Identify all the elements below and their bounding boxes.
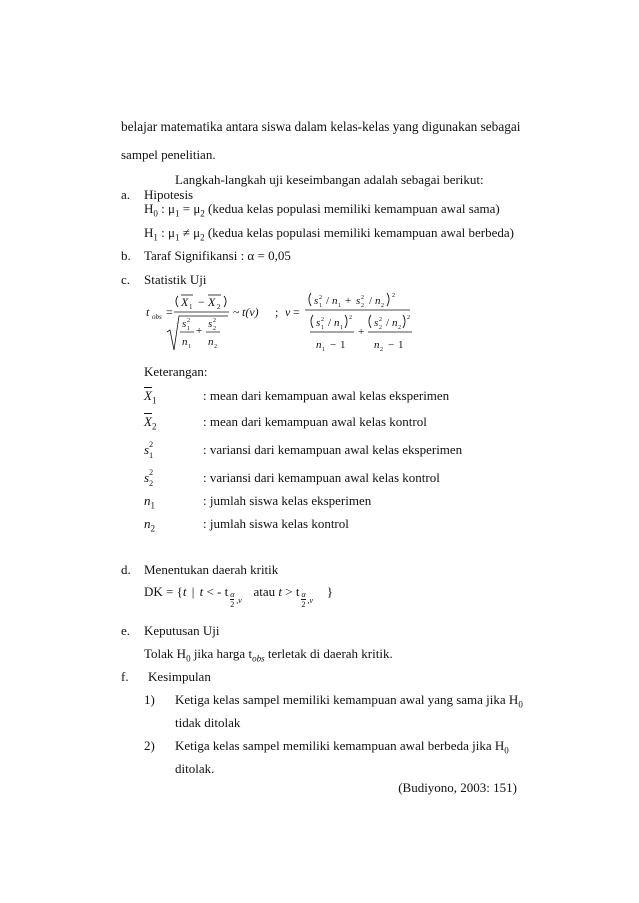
svg-text:+: + [345,295,352,307]
svg-text:2: 2 [187,318,190,324]
conclusion-item-1-num: 1) [144,692,155,707]
section-d-marker: d. [121,562,131,577]
svg-text:1: 1 [338,303,341,309]
conclusion-item-2-line2: ditolak. [175,761,215,776]
svg-text:+: + [358,326,365,338]
svg-text:1: 1 [321,325,324,331]
svg-text:n: n [334,317,340,329]
citation: (Budiyono, 2003: 151) [398,780,517,795]
svg-text:s: s [316,317,321,329]
svg-text:n: n [374,339,380,351]
decision-rule: Tolak $H_0$ jika harga $t_{obs}$ terletak di daerah kritik. [144,646,393,664]
section-c-title: Statistik Uji [144,272,207,287]
svg-text:2: 2 [392,293,395,299]
svg-text:2: 2 [381,303,384,309]
svg-text:2: 2 [349,315,352,321]
svg-text:1: 1 [189,303,193,311]
svg-text:=: = [293,305,300,319]
svg-text:n: n [316,339,322,351]
section-e-title: Keputusan Uji [144,623,220,638]
svg-text:/: / [326,295,330,307]
svg-text:/: / [386,317,390,329]
svg-text:2: 2 [319,295,322,301]
legend-desc-x2: : mean dari kemampuan awal kelas kontrol [203,414,427,429]
critical-region: DK = {t | t < - t α 2 ,v atau t > t α 2 ,v } [144,584,333,609]
conclusion-item-2-num: 2) [144,738,155,753]
svg-text:s: s [356,295,361,307]
svg-text:1: 1 [398,339,404,351]
svg-text:1: 1 [340,325,343,331]
svg-text:s: s [374,317,379,329]
svg-text:2: 2 [407,315,410,321]
intro-line-2: sampel penelitian. [121,147,216,162]
svg-text:1: 1 [187,326,190,332]
svg-text:/: / [328,317,332,329]
section-a-marker: a. [121,187,131,202]
svg-text:2: 2 [380,347,383,353]
legend-desc-x1: : mean dari kemampuan awal kelas eksperimen [203,388,450,403]
svg-text:s: s [314,295,319,307]
svg-text:s: s [208,318,213,330]
legend-symbol-x1: $\overline{X}_1$ [144,388,157,406]
svg-text:n: n [182,336,188,348]
svg-text:t: t [146,305,150,319]
svg-text:n: n [392,317,398,329]
svg-text:+: + [196,325,203,337]
svg-text:~: ~ [233,305,240,319]
svg-text:1: 1 [188,344,191,350]
svg-text:1: 1 [340,339,346,351]
section-f-marker: f. [121,669,129,684]
svg-text:−: − [388,339,395,351]
svg-text:obs: obs [152,313,162,321]
svg-text:−: − [198,295,205,309]
legend-symbol-s2: s 2 2 [144,468,154,488]
svg-text:/: / [369,295,373,307]
legend-desc-n2: : jumlah siswa kelas kontrol [203,516,349,531]
svg-text:2: 2 [214,344,217,350]
conclusion-item-1-line2: tidak ditolak [175,715,241,730]
test-statistic-formula [138,288,438,356]
svg-text:n: n [332,295,338,307]
svg-text:−: − [330,339,337,351]
svg-text:2: 2 [213,318,216,324]
section-e-marker: e. [121,623,131,638]
section-c-marker: c. [121,272,131,287]
section-d-title: Menentukan daerah kritik [144,562,279,577]
svg-text:2: 2 [361,295,364,301]
svg-text:n: n [208,336,214,348]
svg-text:2: 2 [379,325,382,331]
hypothesis-h0: $H_0$ : $\mu_1 = \mu_2$ (kedua kelas populasi memiliki kemampuan awal sama) [144,201,500,219]
legend-desc-n1: : jumlah siswa kelas eksperimen [203,493,372,508]
svg-text:1: 1 [322,347,325,353]
svg-text:v: v [285,305,291,319]
legend-symbol-n2: $n_2$ [144,516,155,534]
svg-text:;: ; [275,305,279,319]
intro-line-1: belajar matematika antara siswa dalam kelas-kelas yang digunakan sebagai [121,119,521,134]
svg-text:X: X [181,295,189,309]
legend-desc-s1: : variansi dari kemampuan awal kelas eksperimen [203,442,463,457]
svg-text:2: 2 [321,317,324,323]
svg-text:2: 2 [213,326,216,332]
svg-text:2: 2 [361,303,364,309]
hypothesis-h1: $H_1$ : $\mu_1 \ne \mu_2$ (kedua kelas populasi memiliki kemampuan awal berbeda) [144,225,514,243]
section-a-title: Hipotesis [144,187,194,202]
svg-text:2: 2 [217,303,221,311]
svg-text:=: = [166,305,173,319]
svg-text:1: 1 [319,303,322,309]
conclusion-item-1-line1: Ketiga kelas sampel memiliki kemampuan awal yang sama jika $H_0$ [175,692,523,710]
legend-desc-s2: : variansi dari kemampuan awal kelas kontrol [203,470,440,485]
legend-symbol-s1: s 2 1 [144,440,154,460]
svg-text:X: X [208,295,216,309]
svg-text:s: s [182,318,187,330]
svg-text:2: 2 [398,325,401,331]
steps-intro: Langkah-langkah uji keseimbangan adalah sebagai berikut: [175,172,484,187]
significance-level: Taraf Signifikansi : α = 0,05 [144,248,291,263]
conclusion-item-2-line1: Ketiga kelas sampel memiliki kemampuan awal berbeda jika $H_0$ [175,738,509,756]
svg-text:n: n [375,295,381,307]
legend-symbol-x2: $\overline{X}_2$ [144,414,157,432]
svg-text:t(v): t(v) [242,305,259,319]
section-f-title: Kesimpulan [148,669,211,684]
svg-text:2: 2 [379,317,382,323]
legend-symbol-n1: $n_1$ [144,493,155,511]
keterangan-label: Keterangan: [144,364,208,379]
section-b-marker: b. [121,248,131,263]
